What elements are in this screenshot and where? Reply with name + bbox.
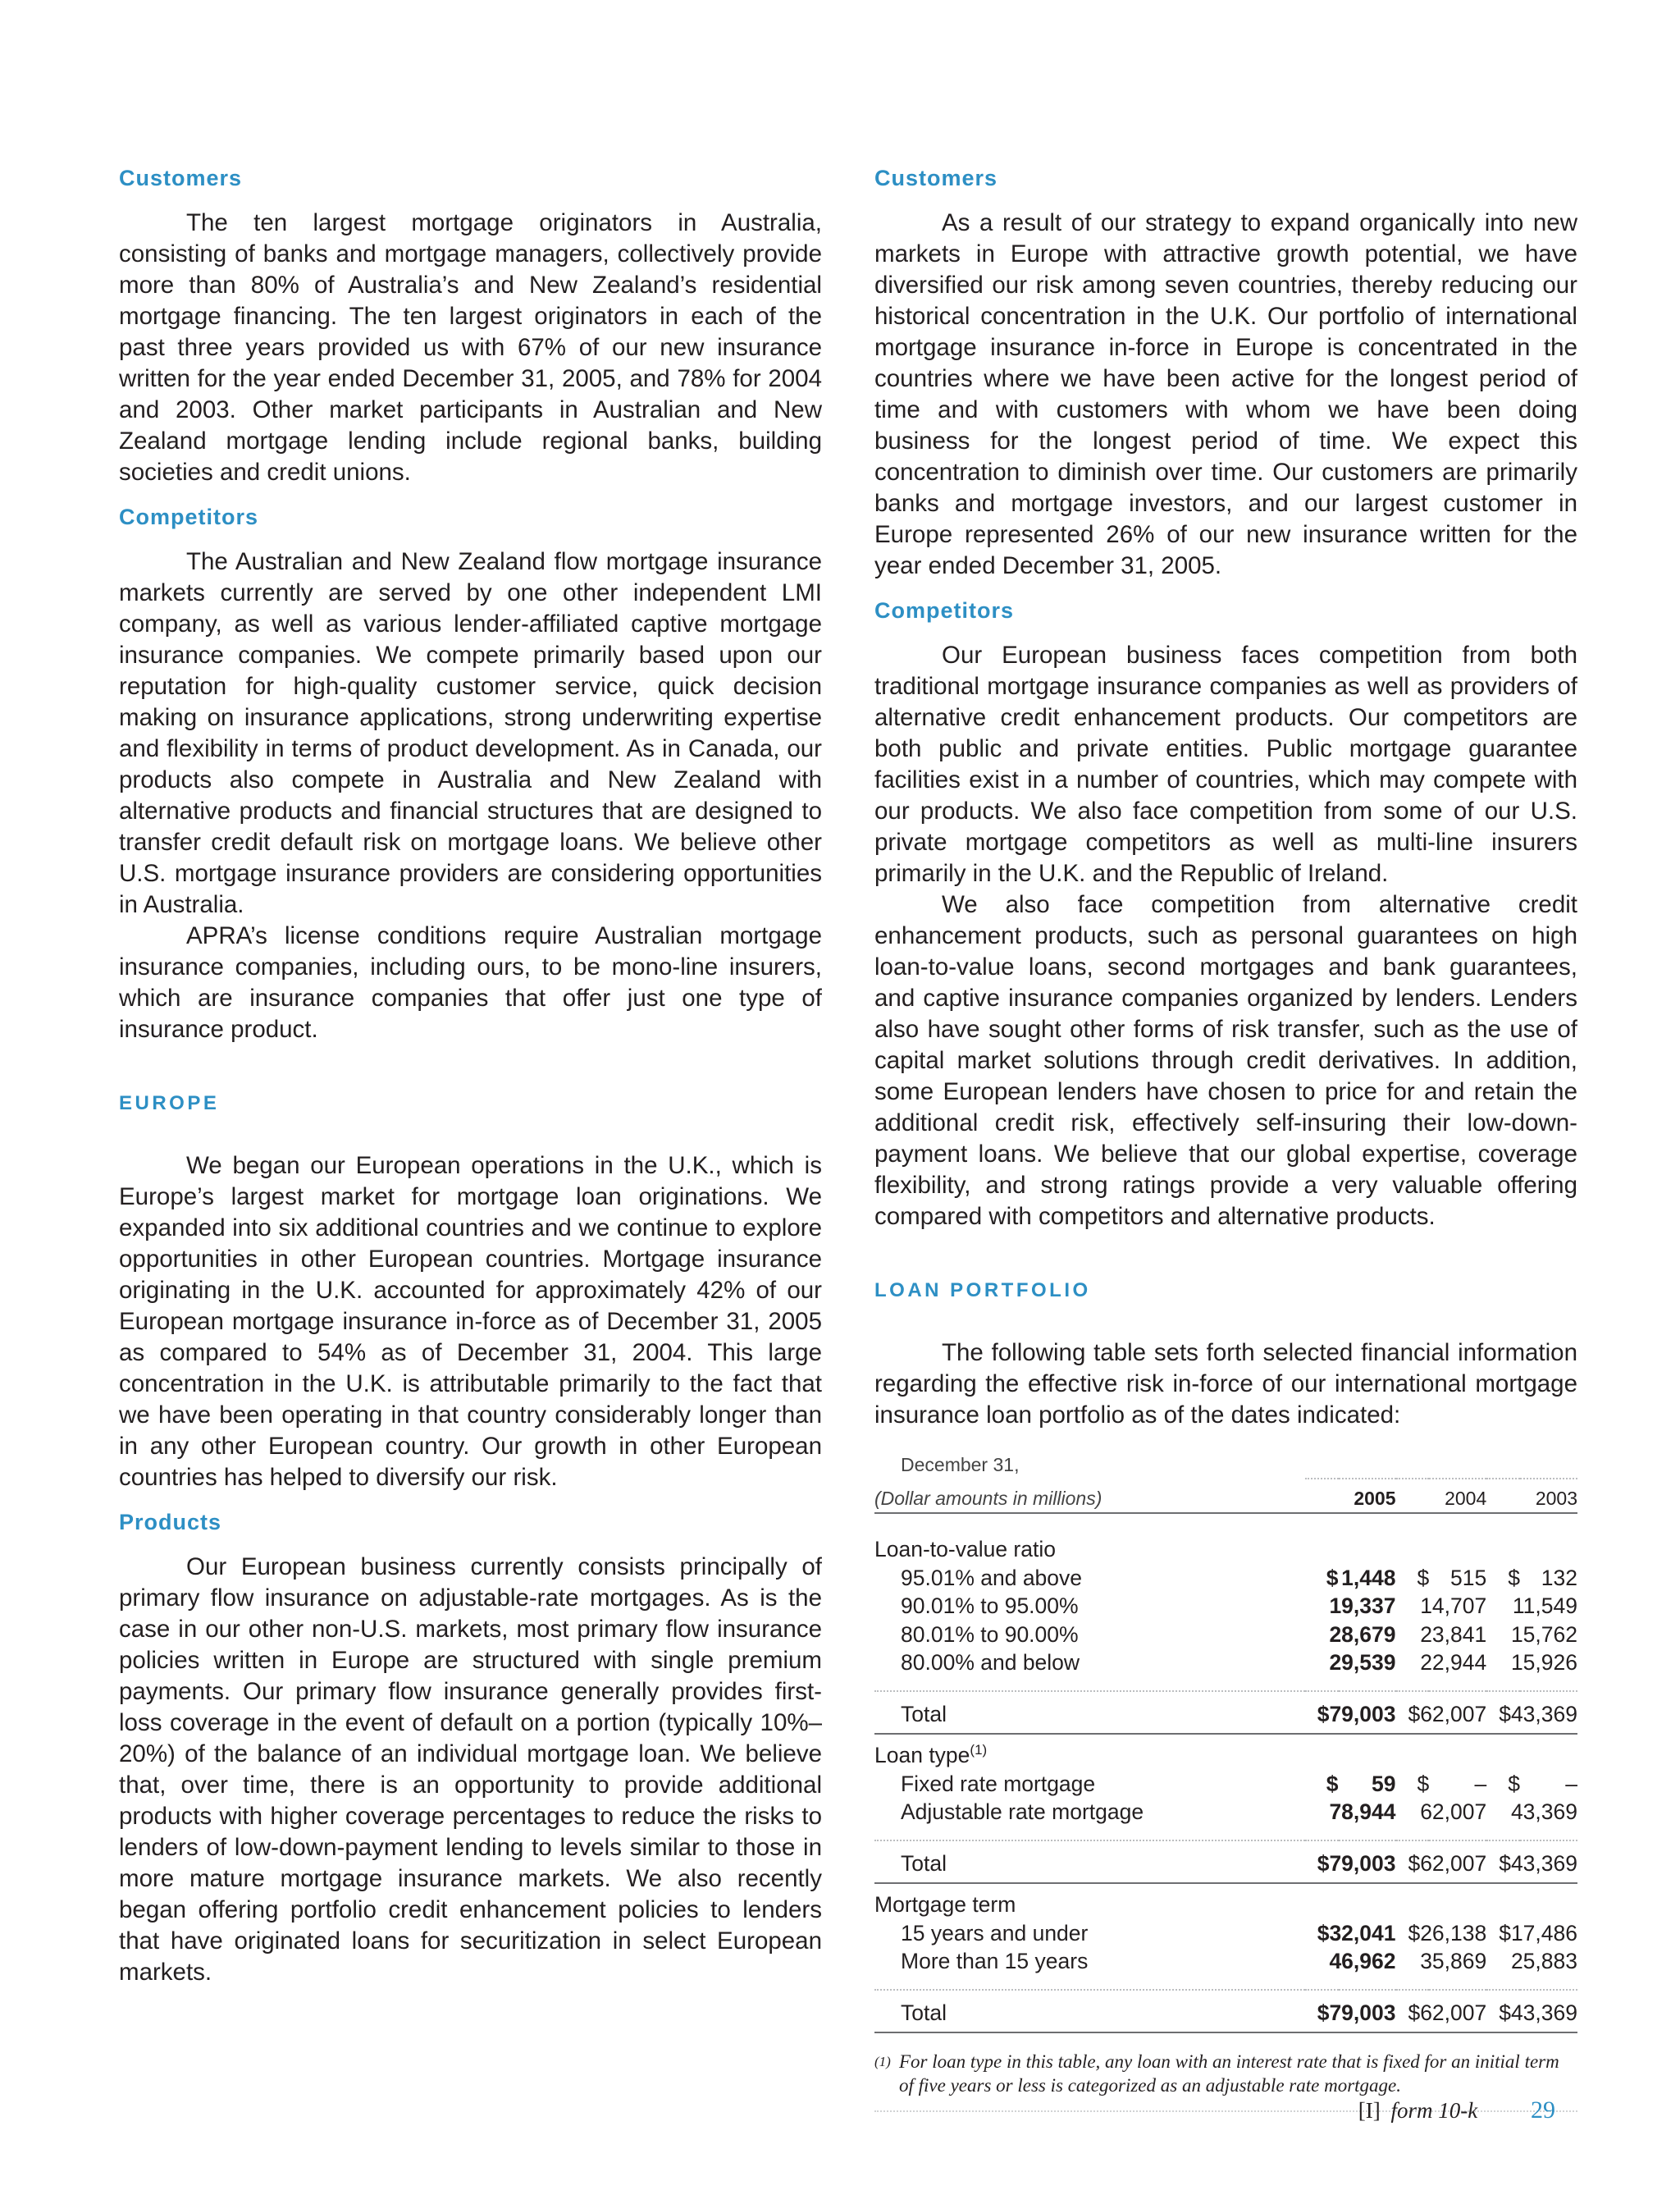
total-row-loan-type (874, 1840, 1577, 1884)
value-2003: $17,486 (1499, 1920, 1577, 1945)
heading-loan-portfolio: LOAN PORTFOLIO (874, 1279, 1091, 1301)
heading-competitors-australia: Competitors (119, 505, 259, 529)
section-title-row (874, 1513, 1577, 1564)
currency-sign: $ (1417, 1565, 1430, 1590)
value-2003: 15,762 (1510, 1621, 1577, 1647)
value-2005: $32,041 (1317, 1920, 1396, 1945)
value-2004: 14,707 (1420, 1593, 1487, 1618)
footnote-mark: (1) (874, 2054, 891, 2069)
value-2003: 15,926 (1510, 1650, 1577, 1675)
value-2005: 1,448 (1341, 1565, 1396, 1590)
total-2003: $43,369 (1486, 1990, 1577, 2033)
footer-section-marker: [I] (1358, 2098, 1381, 2123)
row-label: 80.01% to 90.00% (901, 1621, 1079, 1647)
heading-competitors-europe: Competitors (874, 598, 1015, 623)
total-2004: $62,007 (1396, 1840, 1487, 1884)
value-2005: 59 (1372, 1771, 1396, 1796)
paragraph-products: Our European business currently consists principally of primary flow insurance on adjustable-rate mortgages. As is the case in our other non-U.S. markets, most primary flow insurance policies written in Europe are structured with single premium payments. Our primary flow insurance generally provides first-loss coverage in the event of default on a portion (typically 10%–20%) of the balance of an individual mortgage loan. We believe that, over time, there is an opportunity to provide additional products with higher coverage percentages to reduce the risks to lenders of low-down-payment lending to levels similar to those in more mature mortgage insurance markets. We also recently began offering portfolio credit enhancement policies to lenders that have originated loans for securitization in select European markets. (119, 1553, 822, 1986)
row-label: 95.01% and above (901, 1565, 1083, 1590)
section-title-loan-type: Loan type$^{(1)}$ (874, 1742, 988, 1767)
total-row-ltv (874, 1691, 1577, 1735)
row-label: More than 15 years (901, 1949, 1089, 1973)
currency-sign: $ (1417, 1771, 1430, 1796)
total-label: Total (874, 1691, 1305, 1735)
row-label: Fixed rate mortgage (901, 1771, 1096, 1796)
footnote-text: For loan type in this table, any loan with an interest rate that is fixed for an initial term of five years or less is categorized as an adjustable rate mortgage. (899, 2051, 1559, 2096)
table-row (874, 1947, 1577, 1976)
table-row (874, 1621, 1577, 1649)
paragraph-customers-australia: The ten largest mortgage originators in Australia, consisting of banks and mortgage managers, collectively provide more than 80% of Australia’s and New Zealand’s residential mortgage financing. The ten largest originators in each of the past three years provided us with 67% of our new insurance written for the year ended December 31, 2005, and 78% for 2004 and 2003. Other market participants in Australian and New Zealand mortgage lending include regional banks, building societies and credit unions. (119, 209, 822, 486)
heading-customers-europe: Customers (874, 166, 998, 190)
value-2004: 23,841 (1420, 1621, 1487, 1647)
value-2003: 11,549 (1512, 1593, 1577, 1618)
value-2004: 35,869 (1420, 1949, 1487, 1973)
value-2004: 62,007 (1420, 1799, 1487, 1824)
year-header-2005: 2005 (1305, 1479, 1396, 1513)
currency-sign: $ (1508, 1771, 1520, 1796)
paragraph-loan-portfolio: The following table sets forth selected financial information regarding the effective risk in-force of our international mortgage insurance loan portfolio as of the dates indicated: (874, 1339, 1577, 1429)
section-title-ltv: Loan-to-value ratio (874, 1537, 1056, 1561)
table-row (874, 1770, 1577, 1799)
value-2003: 132 (1541, 1565, 1577, 1590)
footer-form-label: form 10-k (1390, 2098, 1478, 2123)
row-label: 90.01% to 95.00% (901, 1593, 1079, 1618)
row-label: 80.00% and below (901, 1650, 1080, 1675)
loan-portfolio-table (874, 1442, 1577, 2033)
table-caption: December 31, (901, 1453, 1020, 1475)
currency-sign: $ (1326, 1565, 1339, 1590)
total-2005: $79,003 (1305, 1840, 1396, 1884)
total-label: Total (874, 1840, 1305, 1884)
table-row (874, 1919, 1577, 1948)
paragraph-competitors-australia-2: APRA’s license conditions require Australian mortgage insurance companies, including ours, to be mono-line insurers, which are insurance companies that offer just one type of insurance product. (119, 922, 822, 1043)
table-unit-label: (Dollar amounts in millions) (874, 1479, 1305, 1513)
row-label: 15 years and under (901, 1920, 1089, 1945)
total-2003: $43,369 (1486, 1691, 1577, 1735)
table-row (874, 1798, 1577, 1827)
table-caption-row (874, 1442, 1577, 1479)
currency-sign: $ (1508, 1565, 1520, 1590)
total-2003: $43,369 (1486, 1840, 1577, 1884)
paragraph-customers-europe: As a result of our strategy to expand organically into new markets in Europe with attractive growth potential, we have diversified our risk among seven countries, thereby reducing our historical concentration in the U.K. Our portfolio of international mortgage insurance in-force in Europe is concentrated in the countries where we have been active for the longest period of time and with customers with whom we have been doing business for the longest period of time. We expect this concentration to diminish over time. Our customers are primarily banks and mortgage investors, and our largest customer in Europe represented 26% of our new insurance written for the year ended December 31, 2005. (874, 209, 1577, 579)
heading-europe: EUROPE (119, 1092, 220, 1114)
value-2003: 43,369 (1510, 1799, 1577, 1824)
total-2005: $79,003 (1305, 1990, 1396, 2033)
row-label: Adjustable rate mortgage (901, 1799, 1144, 1824)
left-column (119, 162, 822, 1988)
year-header-2003: 2003 (1486, 1479, 1577, 1513)
value-2004: 515 (1450, 1565, 1487, 1590)
value-2005: 28,679 (1329, 1621, 1396, 1647)
value-2005: 19,337 (1329, 1593, 1396, 1618)
table-row (874, 1648, 1577, 1677)
total-2004: $62,007 (1396, 1691, 1487, 1735)
table-header-row (874, 1479, 1577, 1513)
paragraph-europe: We began our European operations in the U.K., which is Europe’s largest market for mortgage loan originations. We expanded into six additional countries and we continue to explore opportunities in other European countries. Mortgage insurance originating in the U.K. accounted for approximately 42% of our European mortgage insurance in-force as of December 31, 2005 as compared to 54% as of December 31, 2004. This large concentration in the U.K. is attributable primarily to the fact that we have been operating in that country considerably longer than in any other European country. Our growth in other European countries has helped to diversify our risk. (119, 1152, 822, 1491)
page-footer (1358, 2096, 1555, 2124)
total-row-mortgage-term (874, 1990, 1577, 2033)
total-2004: $62,007 (1396, 1990, 1487, 2033)
table-row (874, 1564, 1577, 1593)
paragraph-competitors-europe-1: Our European business faces competition from both traditional mortgage insurance companies as well as providers of alternative credit enhancement products. Our competitors are both public and private entities. Public mortgage guarantee facilities exist in a number of countries, which may compete with our products. We also face competition from some of our U.S. private mortgage competitors as well as multi-line insurers primarily in the U.K. and the Republic of Ireland. (874, 642, 1577, 887)
heading-products: Products (119, 1510, 222, 1534)
table-row (874, 1592, 1577, 1621)
heading-customers-australia: Customers (119, 166, 243, 190)
footnote-reference: (1) (970, 1742, 988, 1758)
value-2005: 46,962 (1329, 1949, 1396, 1973)
section-title-row (874, 1883, 1577, 1919)
paragraph-competitors-europe-2: We also face competition from alternative credit enhancement products, such as personal guarantees on high loan-to-value loans, second mortgages and bank guarantees, and captive insurance companies organized by lenders. Lenders also have sought other forms of risk transfer, such as the use of capital market solutions through credit derivatives. In addition, some European lenders have chosen to price for and retain the additional credit risk, effectively self-insuring their low-down-payment loans. We believe that our global expertise, coverage flexibility, and strong ratings provide a very valuable offering compared with competitors and alternative products. (874, 891, 1577, 1230)
currency-sign: $ (1326, 1771, 1339, 1796)
value-2005: 29,539 (1329, 1650, 1396, 1675)
value-2005: 78,944 (1329, 1799, 1396, 1824)
value-2004: – (1474, 1771, 1487, 1796)
total-label: Total (874, 1990, 1305, 2033)
right-column (874, 162, 1577, 2112)
paragraph-competitors-australia-1: The Australian and New Zealand flow mortgage insurance markets currently are served by one other independent LMI company, as well as various lender-affiliated captive mortgage insurance companies. We compete primarily based upon our reputation for high-quality customer service, quick decision making on insurance applications, strong underwriting expertise and flexibility in terms of product development. As in Canada, our products also compete in Australia and New Zealand with alternative products and financial structures that are designed to transfer credit default risk on mortgage loans. We believe other U.S. mortgage insurance providers are considering opportunities in Australia. (119, 548, 822, 918)
year-header-2004: 2004 (1396, 1479, 1487, 1513)
value-2003: 25,883 (1510, 1949, 1577, 1973)
total-2005: $79,003 (1305, 1691, 1396, 1735)
value-2004: 22,944 (1420, 1650, 1487, 1675)
value-2004: $26,138 (1408, 1920, 1487, 1945)
section-title-mortgage-term: Mortgage term (874, 1892, 1016, 1917)
page-number: 29 (1531, 2096, 1555, 2124)
value-2003: – (1565, 1771, 1577, 1796)
section-title-row (874, 1734, 1577, 1770)
